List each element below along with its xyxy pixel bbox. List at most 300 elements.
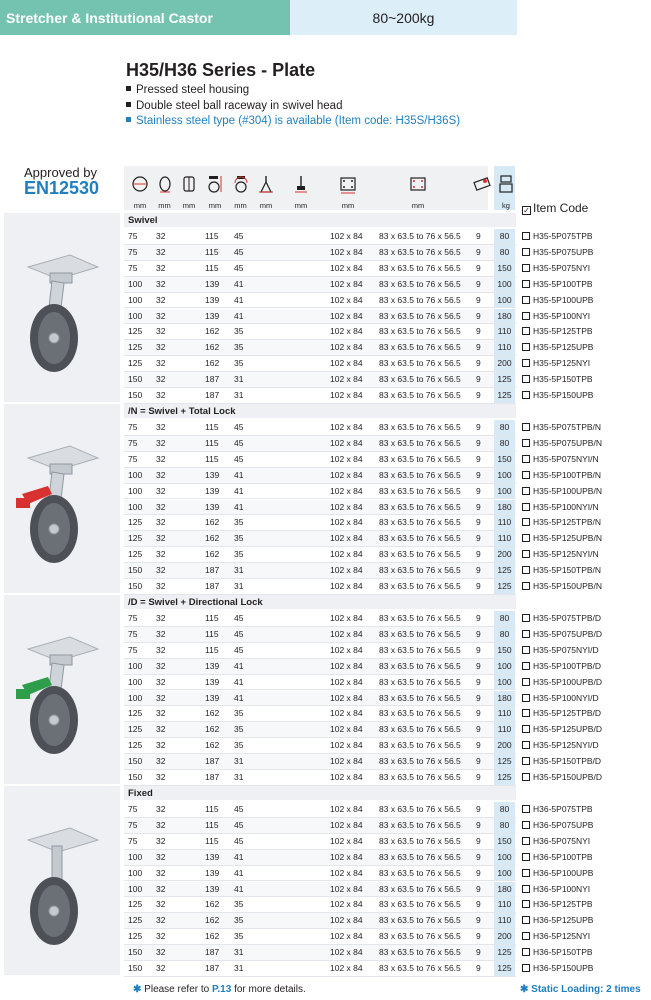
cell-plate-size: 102 x 84: [330, 469, 363, 480]
cell-swivel-radius: 41: [234, 867, 244, 878]
cell-wheel-diameter: 100: [128, 676, 143, 687]
order-checkbox[interactable]: [522, 821, 530, 829]
table-row: [124, 245, 644, 261]
order-checkbox[interactable]: [522, 423, 530, 431]
column-header-swivel-radius: [229, 166, 252, 210]
cell-plate-size: 102 x 84: [330, 963, 363, 973]
cell-load-capacity: 80: [494, 420, 515, 436]
table-row: [124, 738, 644, 754]
cell-bolt-size: 9: [476, 422, 481, 432]
cell-overall-height: 115: [205, 437, 219, 448]
order-checkbox[interactable]: [522, 694, 530, 702]
cell-swivel-radius: 41: [234, 294, 244, 305]
table-row: [124, 675, 644, 691]
order-checkbox[interactable]: [522, 853, 530, 861]
cell-load-capacity: 80: [494, 818, 515, 834]
cell-item-code: H36-5P125NYI: [522, 929, 590, 945]
cell-plate-size: 102 x 84: [330, 644, 363, 655]
order-checkbox[interactable]: [522, 630, 530, 638]
cell-bolt-size: 9: [476, 772, 481, 782]
cell-wheel-width: 32: [156, 644, 166, 655]
cell-plate-size: 102 x 84: [330, 422, 363, 432]
cell-bolt-size: 9: [476, 804, 481, 814]
order-checkbox[interactable]: [522, 614, 530, 622]
cell-load-capacity: 100: [494, 675, 515, 691]
cell-item-code: H35-5P125NYI: [522, 356, 590, 372]
cell-bolt-hole-spacing: 83 x 63.5 to 76 x 56.5: [379, 453, 461, 464]
table-row: [124, 531, 644, 547]
order-checkbox[interactable]: [522, 375, 530, 383]
cell-item-code: H36-5P075UPB: [522, 818, 593, 834]
cell-overall-height: 139: [205, 660, 220, 671]
cell-wheel-width: 32: [156, 581, 166, 591]
cell-swivel-radius: 45: [234, 644, 244, 655]
cell-bolt-hole-spacing: 83 x 63.5 to 76 x 56.5: [379, 851, 461, 862]
cell-load-capacity: 125: [494, 961, 515, 977]
cell-swivel-radius: 45: [234, 231, 244, 241]
cell-wheel-width: 32: [156, 899, 166, 910]
cell-wheel-width: 32: [156, 756, 166, 767]
cell-bolt-size: 9: [476, 915, 481, 926]
cell-wheel-width: 32: [156, 772, 166, 782]
table-row: [124, 627, 644, 643]
cell-wheel-diameter: 100: [128, 867, 143, 878]
cell-item-code: H35-5P075UPB/D: [522, 627, 602, 643]
cell-bolt-size: 9: [476, 278, 481, 289]
castor-photo: [4, 595, 120, 784]
column-header-stem: [289, 166, 313, 210]
cell-overall-height: 162: [205, 931, 220, 942]
cell-wheel-diameter: 150: [128, 374, 143, 385]
feature-item: Double steel ball raceway in swivel head: [126, 99, 460, 115]
cell-wheel-width: 32: [156, 692, 166, 703]
table-row: [124, 818, 644, 834]
cell-load-capacity: 100: [494, 866, 515, 882]
cell-plate-size: 102 x 84: [330, 628, 363, 639]
cell-item-code: H36-5P100TPB: [522, 850, 593, 866]
cell-item-code: H35-5P125UPB: [522, 340, 593, 356]
cell-item-code: H35-5P125UPB/N: [522, 531, 602, 547]
cell-load-capacity: 110: [494, 531, 515, 547]
table-row: [124, 484, 644, 500]
order-checkbox[interactable]: [522, 725, 530, 733]
cell-item-code: H36-5P075TPB: [522, 802, 593, 818]
cell-plate-size: 102 x 84: [330, 485, 363, 496]
cell-bolt-hole-spacing: 83 x 63.5 to 76 x 56.5: [379, 819, 461, 830]
cell-wheel-diameter: 75: [128, 835, 138, 846]
castor-group: [0, 786, 651, 977]
cell-load-capacity: 100: [494, 659, 515, 675]
cell-wheel-diameter: 125: [128, 358, 143, 369]
column-unit: mm: [158, 201, 171, 210]
cell-wheel-width: 32: [156, 310, 166, 321]
order-checkbox[interactable]: [522, 439, 530, 447]
order-checkbox[interactable]: [522, 916, 530, 924]
cell-overall-height: 162: [205, 549, 220, 560]
cell-swivel-radius: 31: [234, 947, 244, 958]
cell-overall-height: 115: [205, 804, 219, 814]
order-checkbox[interactable]: [522, 359, 530, 367]
cell-bolt-hole-spacing: 83 x 63.5 to 76 x 56.5: [379, 883, 461, 894]
order-checkbox[interactable]: [522, 869, 530, 877]
cell-bolt-hole-spacing: 83 x 63.5 to 76 x 56.5: [379, 724, 461, 735]
cell-wheel-width: 32: [156, 565, 166, 576]
table-row: [124, 866, 644, 882]
footer-note: ✱ Please refer to P.13 for more details.: [133, 984, 306, 995]
order-checkbox[interactable]: [522, 534, 530, 542]
cell-swivel-radius: 31: [234, 565, 244, 576]
cell-wheel-diameter: 125: [128, 533, 143, 544]
cell-bolt-hole-spacing: 83 x 63.5 to 76 x 56.5: [379, 613, 461, 623]
group-title: Swivel: [128, 215, 158, 226]
cell-overall-height: 139: [205, 692, 220, 703]
cell-overall-height: 187: [205, 963, 220, 973]
order-checkbox[interactable]: [522, 773, 530, 781]
cell-overall-height: 162: [205, 724, 220, 735]
cell-overall-height: 162: [205, 358, 220, 369]
cell-overall-height: 162: [205, 326, 220, 337]
cell-plate-size: 102 x 84: [330, 342, 363, 353]
cell-load-capacity: 200: [494, 356, 515, 372]
cell-item-code: H35-5P150UPB/D: [522, 770, 602, 786]
cell-wheel-diameter: 150: [128, 772, 143, 782]
table-row: [124, 563, 644, 579]
order-checkbox[interactable]: [522, 646, 530, 654]
order-checkbox[interactable]: [522, 280, 530, 288]
cell-swivel-radius: 35: [234, 931, 244, 942]
cell-wheel-width: 32: [156, 501, 166, 512]
plate-size-icon: [337, 174, 359, 199]
cell-overall-height: 187: [205, 772, 220, 782]
cell-swivel-radius: 45: [234, 422, 244, 432]
cell-wheel-width: 32: [156, 533, 166, 544]
order-checkbox[interactable]: [522, 487, 530, 495]
cell-bolt-hole-spacing: 83 x 63.5 to 76 x 56.5: [379, 549, 461, 560]
cell-load-capacity: 110: [494, 340, 515, 356]
cell-wheel-diameter: 150: [128, 390, 143, 400]
column-unit: kg: [502, 201, 510, 210]
order-checkbox[interactable]: [522, 264, 530, 272]
cell-overall-height: 139: [205, 310, 220, 321]
cell-wheel-width: 32: [156, 883, 166, 894]
cell-bolt-hole-spacing: 83 x 63.5 to 76 x 56.5: [379, 390, 461, 400]
cell-wheel-diameter: 75: [128, 246, 138, 257]
cell-plate-size: 102 x 84: [330, 756, 363, 767]
cell-item-code: H35-5P075NYI: [522, 261, 590, 277]
cell-swivel-radius: 35: [234, 740, 244, 751]
cell-plate-size: 102 x 84: [330, 851, 363, 862]
cell-item-code: H35-5P075TPB: [522, 229, 593, 245]
cell-wheel-width: 32: [156, 358, 166, 369]
cell-plate-size: 102 x 84: [330, 358, 363, 369]
cell-bolt-size: 9: [476, 676, 481, 687]
cell-bolt-size: 9: [476, 294, 481, 305]
page-reference: P.13: [212, 984, 232, 995]
cell-bolt-size: 9: [476, 613, 481, 623]
cell-item-code: H35-5P100NYI: [522, 309, 590, 325]
cell-item-code: H35-5P150TPB/N: [522, 563, 601, 579]
order-checkbox[interactable]: [522, 312, 530, 320]
column-unit: mm: [294, 201, 308, 210]
cell-plate-size: 102 x 84: [330, 660, 363, 671]
cell-wheel-diameter: 125: [128, 931, 143, 942]
cell-bolt-hole-spacing: 83 x 63.5 to 76 x 56.5: [379, 342, 461, 353]
cell-plate-size: 102 x 84: [330, 501, 363, 512]
order-checkbox[interactable]: [522, 518, 530, 526]
cell-wheel-width: 32: [156, 740, 166, 751]
cell-item-code: H35-5P150TPB/D: [522, 754, 601, 770]
cell-item-code: H36-5P100UPB: [522, 866, 593, 882]
cell-bolt-size: 9: [476, 549, 481, 560]
cell-bolt-size: 9: [476, 246, 481, 257]
feature-item: Pressed steel housing: [126, 83, 460, 99]
cell-plate-size: 102 x 84: [330, 883, 363, 894]
cell-plate-size: 102 x 84: [330, 294, 363, 305]
cell-bolt-hole-spacing: 83 x 63.5 to 76 x 56.5: [379, 804, 461, 814]
cell-swivel-radius: 31: [234, 756, 244, 767]
table-row: [124, 547, 644, 563]
order-checkbox[interactable]: [522, 837, 530, 845]
order-checkbox[interactable]: [522, 948, 530, 956]
cell-swivel-radius: 41: [234, 676, 244, 687]
cell-item-code: H35-5P100UPB/D: [522, 675, 602, 691]
cell-wheel-diameter: 150: [128, 565, 143, 576]
cell-load-capacity: 110: [494, 913, 515, 929]
cell-item-code: H35-5P100TPB/N: [522, 468, 601, 484]
cell-bolt-size: 9: [476, 437, 481, 448]
order-checkbox[interactable]: [522, 678, 530, 686]
cell-overall-height: 115: [205, 644, 219, 655]
order-checkbox[interactable]: [522, 343, 530, 351]
cell-bolt-hole-spacing: 83 x 63.5 to 76 x 56.5: [379, 867, 461, 878]
cell-wheel-width: 32: [156, 278, 166, 289]
cell-bolt-hole-spacing: 83 x 63.5 to 76 x 56.5: [379, 278, 461, 289]
order-checkbox[interactable]: [522, 662, 530, 670]
table-row: [124, 309, 644, 325]
table-row: [124, 420, 644, 436]
cell-plate-size: 102 x 84: [330, 947, 363, 958]
cell-item-code: H36-5P075NYI: [522, 834, 590, 850]
cell-bolt-hole-spacing: 83 x 63.5 to 76 x 56.5: [379, 485, 461, 496]
column-header-axle: [254, 166, 278, 210]
order-checkbox[interactable]: [522, 582, 530, 590]
cell-overall-height: 115: [205, 262, 219, 273]
cell-plate-size: 102 x 84: [330, 374, 363, 385]
stem-icon: [292, 174, 310, 199]
order-checkbox[interactable]: [522, 248, 530, 256]
cell-wheel-diameter: 100: [128, 883, 143, 894]
cell-wheel-width: 32: [156, 708, 166, 719]
cell-swivel-radius: 45: [234, 613, 244, 623]
table-row: [124, 913, 644, 929]
cell-wheel-diameter: 125: [128, 740, 143, 751]
order-checkbox[interactable]: [522, 805, 530, 813]
cell-item-code: H36-5P150UPB: [522, 961, 593, 977]
column-unit: mm: [208, 201, 222, 210]
cell-wheel-diameter: 125: [128, 326, 143, 337]
cell-swivel-radius: 35: [234, 549, 244, 560]
cell-load-capacity: 110: [494, 897, 515, 913]
order-checkbox[interactable]: [522, 296, 530, 304]
cell-wheel-width: 32: [156, 485, 166, 496]
cell-plate-size: 102 x 84: [330, 835, 363, 846]
cell-wheel-width: 32: [156, 676, 166, 687]
column-unit: mm: [133, 201, 147, 210]
cell-overall-height: 139: [205, 676, 220, 687]
cell-swivel-radius: 45: [234, 819, 244, 830]
cell-load-capacity: 100: [494, 293, 515, 309]
column-header-wheel-diameter: [128, 166, 152, 210]
cell-wheel-diameter: 75: [128, 422, 138, 432]
table-row: [124, 372, 644, 388]
cell-wheel-width: 32: [156, 963, 166, 973]
castor-group: [0, 213, 651, 404]
cell-wheel-diameter: 75: [128, 262, 138, 273]
cell-wheel-diameter: 100: [128, 294, 143, 305]
cell-wheel-diameter: 125: [128, 915, 143, 926]
cell-load-capacity: 80: [494, 229, 515, 245]
cell-swivel-radius: 35: [234, 517, 244, 528]
cell-item-code: H35-5P075UPB/N: [522, 436, 602, 452]
cell-wheel-diameter: 150: [128, 963, 143, 973]
cell-overall-height: 162: [205, 740, 220, 751]
cell-wheel-diameter: 125: [128, 549, 143, 560]
cell-bolt-hole-spacing: 83 x 63.5 to 76 x 56.5: [379, 899, 461, 910]
order-checkbox[interactable]: [522, 885, 530, 893]
table-row: [124, 897, 644, 913]
cell-load-capacity: 125: [494, 945, 515, 961]
tread-icon: [180, 174, 198, 199]
order-checkbox[interactable]: [522, 550, 530, 558]
order-checkbox[interactable]: [522, 471, 530, 479]
cell-bolt-size: 9: [476, 724, 481, 735]
cell-swivel-radius: 45: [234, 835, 244, 846]
cell-wheel-width: 32: [156, 819, 166, 830]
order-checkbox[interactable]: [522, 932, 530, 940]
cell-bolt-hole-spacing: 83 x 63.5 to 76 x 56.5: [379, 565, 461, 576]
cell-bolt-hole-spacing: 83 x 63.5 to 76 x 56.5: [379, 294, 461, 305]
cell-load-capacity: 200: [494, 738, 515, 754]
cell-bolt-size: 9: [476, 453, 481, 464]
cell-bolt-hole-spacing: 83 x 63.5 to 76 x 56.5: [379, 581, 461, 591]
cell-load-capacity: 100: [494, 468, 515, 484]
cell-swivel-radius: 45: [234, 628, 244, 639]
cell-item-code: H35-5P150TPB: [522, 372, 593, 388]
cell-bolt-size: 9: [476, 692, 481, 703]
table-row: [124, 834, 644, 850]
cell-load-capacity: 80: [494, 802, 515, 818]
cell-overall-height: 139: [205, 851, 220, 862]
order-checkbox[interactable]: [522, 327, 530, 335]
cell-load-capacity: 180: [494, 882, 515, 898]
cell-bolt-hole-spacing: 83 x 63.5 to 76 x 56.5: [379, 660, 461, 671]
table-row: [124, 770, 644, 786]
cell-swivel-radius: 45: [234, 453, 244, 464]
cell-load-capacity: 100: [494, 484, 515, 500]
order-checkbox[interactable]: [522, 566, 530, 574]
cell-overall-height: 162: [205, 533, 220, 544]
table-row: [124, 340, 644, 356]
cell-plate-size: 102 x 84: [330, 533, 363, 544]
cell-swivel-radius: 35: [234, 342, 244, 353]
cell-plate-size: 102 x 84: [330, 740, 363, 751]
cell-overall-height: 139: [205, 469, 220, 480]
cell-wheel-diameter: 100: [128, 851, 143, 862]
cell-wheel-diameter: 75: [128, 437, 138, 448]
cell-load-capacity: 180: [494, 309, 515, 325]
order-checkbox[interactable]: [522, 900, 530, 908]
cell-wheel-width: 32: [156, 246, 166, 257]
order-checkbox[interactable]: [522, 503, 530, 511]
cell-wheel-width: 32: [156, 453, 166, 464]
order-checkbox[interactable]: [522, 757, 530, 765]
order-checkbox[interactable]: [522, 455, 530, 463]
load-capacity-icon: [497, 174, 515, 199]
table-row: [124, 500, 644, 516]
cell-plate-size: 102 x 84: [330, 867, 363, 878]
cell-overall-height: 162: [205, 342, 220, 353]
cell-wheel-diameter: 125: [128, 724, 143, 735]
cell-bolt-hole-spacing: 83 x 63.5 to 76 x 56.5: [379, 246, 461, 257]
cell-item-code: H36-5P100NYI: [522, 882, 590, 898]
cell-wheel-width: 32: [156, 422, 166, 432]
cell-overall-height: 187: [205, 390, 220, 400]
order-checkbox[interactable]: [522, 709, 530, 717]
order-checkbox[interactable]: [522, 964, 530, 972]
column-header-plate-size: [336, 166, 360, 210]
cell-wheel-diameter: 75: [128, 644, 138, 655]
cell-bolt-size: 9: [476, 628, 481, 639]
cell-bolt-size: 9: [476, 342, 481, 353]
cell-wheel-diameter: 125: [128, 708, 143, 719]
cell-swivel-radius: 41: [234, 851, 244, 862]
cell-load-capacity: 125: [494, 754, 515, 770]
cell-bolt-size: 9: [476, 644, 481, 655]
order-checkbox[interactable]: [522, 741, 530, 749]
cell-overall-height: 187: [205, 947, 220, 958]
order-checkbox[interactable]: [522, 391, 530, 399]
swivel-radius-icon: [232, 174, 250, 199]
cell-swivel-radius: 45: [234, 246, 244, 257]
cell-bolt-size: 9: [476, 867, 481, 878]
cell-swivel-radius: 41: [234, 501, 244, 512]
cell-overall-height: 139: [205, 485, 220, 496]
bolt-hole-icon: [407, 174, 429, 199]
cell-swivel-radius: 31: [234, 390, 244, 400]
table-row: [124, 961, 644, 977]
approval-label: Approved by: [24, 165, 97, 180]
cell-wheel-width: 32: [156, 947, 166, 958]
cell-item-code: H35-5P125TPB/D: [522, 706, 601, 722]
cell-item-code: H36-5P150TPB: [522, 945, 593, 961]
table-row: [124, 850, 644, 866]
cell-bolt-size: 9: [476, 501, 481, 512]
cell-wheel-diameter: 150: [128, 756, 143, 767]
cell-swivel-radius: 41: [234, 660, 244, 671]
cell-swivel-radius: 41: [234, 278, 244, 289]
cell-overall-height: 139: [205, 278, 220, 289]
cell-bolt-size: 9: [476, 390, 481, 400]
cell-plate-size: 102 x 84: [330, 708, 363, 719]
cell-wheel-diameter: 75: [128, 819, 138, 830]
cell-overall-height: 139: [205, 867, 220, 878]
cell-bolt-size: 9: [476, 708, 481, 719]
cell-swivel-radius: 31: [234, 374, 244, 385]
cell-overall-height: 115: [205, 819, 219, 830]
table-row: [124, 882, 644, 898]
order-checkbox[interactable]: [522, 232, 530, 240]
table-row: [124, 945, 644, 961]
